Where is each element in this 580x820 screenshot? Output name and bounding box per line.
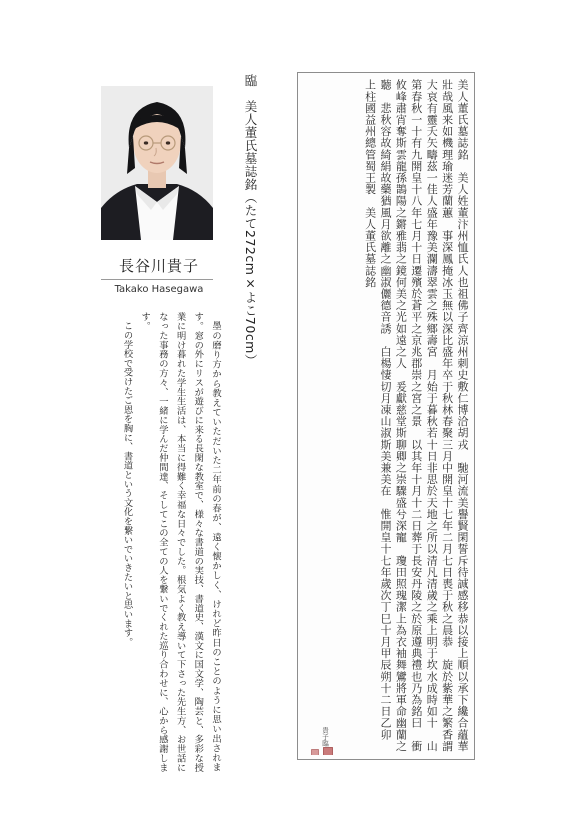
essay-paragraph-1: 墨の磨り方から教えていただいた二年前の春が、遠く懐かしく、けれど昨日のことのように思い出されます。窓の外にリスが遊びに来る長閑な教室で、様々な書道の実技、書道史、漢文に国文学、陶芸と、多彩な授業に明け暮れた学生生活は、本当に得難く幸福な日々でした。根気よく教え導いて下さった先生方、お世話になった事務の方々、一緒に学んだ仲間達、そしてこの全ての人を繋いでくれた巡り合わせに、心から感謝します。 [139,312,221,772]
author-name-english: Takako Hasegawa [114,284,204,295]
signature-and-seals [307,727,347,755]
portrait-illustration [101,86,213,240]
calligraphy-text: 美人董氏墓誌銘 美人姓董汴州恤氏人也祖佛子齊涼州刺史敷仁博洽胡戎 馳河流美譽賢閑誓斥待誠感移恭以接上順以承下纔合蘊華壯哉風来如機理瑜迷芳蘭蕙 事深鳳掩冰玉無以深比盛年卒于秋林春聚三月中開皇十七年二月七日喪于秋之晨恭 旋於紫華之繁香謂大哀有靈夭矢疇茲一佳人盛年豫美瀾濤翠雲之殊鄉壽宮 月始于暮秋若十日非思於天地之所以清凡清歲之乘上明于坎水成時如十 山第春秋一十有九開皇十八年七月十日遷殯於蒼平之京兆郡崇之宮之景 以其年十月十二日葬于長安丹陵之於原遵典禮也乃為銘曰 衝攸峰肅宵奪斯雲龍孫鵲陽之鏘雅翡之鏡何美之光如遠之人 爰獻慈堂斯聊卿之崇驟盛兮深寵 瓊田照瑰潔上為衣袖舞鸞將軍命幽蘭之聽 悲秋容故綺絹故藥猶風月欲離之幽淑儷德音誘 白楊悽切月凍山淑斯美兼美在 惟開皇十七年歲次丁巳十月甲辰朔十二日乙卯 上柱國益州總管蜀王製 美人董氏墓誌銘 [363,79,469,752]
portrait-photo [101,86,213,240]
signature-text: 貴子臨 [321,727,329,747]
name-divider [101,279,213,280]
calligraphy-paper [302,77,470,755]
seal-icon [323,747,333,755]
calligraphy-artwork [297,72,475,760]
work-title: 臨 美人董氏墓誌銘（たて272cm×よこ70cm） [243,74,258,367]
essay-paragraph-2: この学校で受けたご恩を胸に、書道という文化を繋いでいきたいと思います。 [121,321,133,647]
seal-icon-secondary [311,749,319,755]
essay-text [112,312,224,772]
author-name-japanese: 長谷川貴子 [118,257,199,275]
